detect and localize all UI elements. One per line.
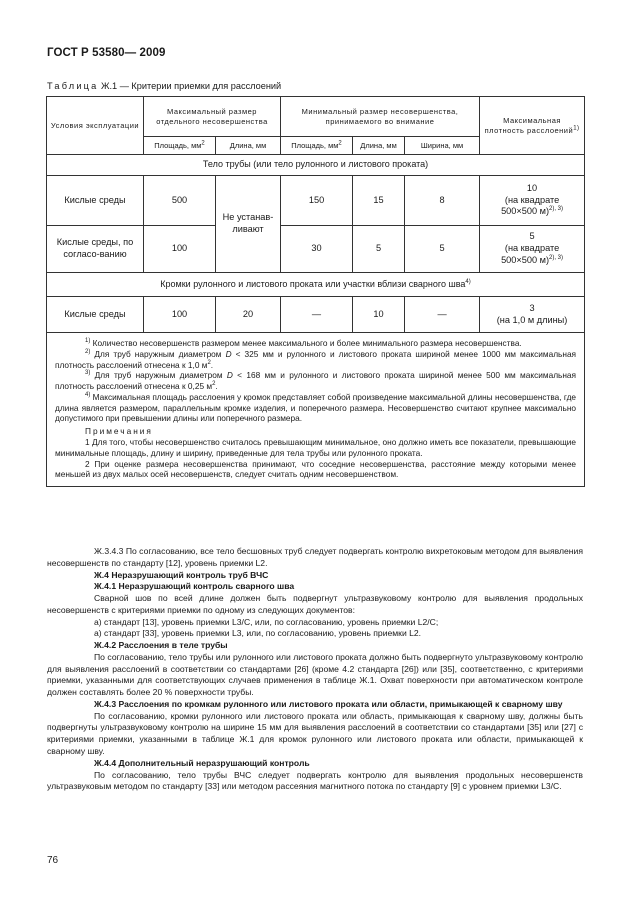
row2-density-area-text: 500×500 м) xyxy=(501,254,550,265)
header-area-min-text: Площадь, мм xyxy=(291,140,339,150)
row1-max-area: 500 xyxy=(144,176,216,226)
header-length-min: Длина, мм xyxy=(353,137,405,155)
footnote-4 xyxy=(55,392,576,424)
header-area-max-text: Площадь, мм xyxy=(154,140,202,150)
row1-min-width: 8 xyxy=(405,176,480,226)
acceptance-criteria-table xyxy=(46,96,585,487)
footnote-4-text: Максимальная площадь расслоения у кромок представляет собой произведение максимальной длины несовершенства, где длина является размером, параллельным кромке изделия, и поперечного размера. Несовершенство считают крупнее максимально допустимого при превышении длины или поперечного размера. xyxy=(55,391,577,424)
footnote-3-text-b: < 168 мм и рулонного и листового проката шириной менее 500 мм максимальная плотность расслоений отнесена к 0,25 м xyxy=(55,370,577,392)
notes-title: Примечания xyxy=(85,426,153,437)
header-area-max-sup: 2 xyxy=(201,140,205,147)
table-caption xyxy=(47,81,281,91)
row1-conditions: Кислые среды xyxy=(47,176,144,226)
section-label-edges-sup: 4) xyxy=(465,278,471,285)
table-caption-word: Таблица xyxy=(47,81,99,91)
row3-min-length: 10 xyxy=(353,297,405,333)
table-caption-text: Ж.1 — Критерии приемки для расслоений xyxy=(98,81,282,91)
footnote-2 xyxy=(55,349,576,371)
footnote-3-text-a: Для труб наружным диаметром xyxy=(90,370,227,381)
footnote-1-text: Количество несовершенств размером менее максимального и более минимального размера несовершенства. xyxy=(90,338,522,348)
rows12-max-length: Не устанав-ливают xyxy=(216,176,281,273)
header-area-min xyxy=(281,137,353,155)
header-max-density xyxy=(480,97,585,155)
header-width-min: Ширина, мм xyxy=(405,137,480,155)
table-header-row xyxy=(47,97,585,137)
row2-min-area: 30 xyxy=(281,226,353,273)
row3-min-area: — xyxy=(281,297,353,333)
row3-density-value: 3 xyxy=(529,302,535,313)
row3-max-density xyxy=(480,297,585,333)
row1-max-density xyxy=(480,176,585,226)
footnotes-row xyxy=(47,333,585,487)
section-row-body xyxy=(47,155,585,176)
row3-max-area: 100 xyxy=(144,297,216,333)
list-item: а) стандарт [33], уровень приемки L3, или, по согласованию, уровень приемки L2. xyxy=(94,628,422,639)
footnote-4-mark: 4) xyxy=(85,392,91,399)
note-2: 2 При оценке размера несовершенства принимают, что соседние несовершенства, расстояние между которыми менее меньшей из двух малых осей несовершенств, следует считать одним несовершенством. xyxy=(55,458,577,480)
footnote-3-d: D xyxy=(226,370,233,381)
row3-conditions: Кислые среды xyxy=(47,297,144,333)
row2-density-basis: (на квадрате xyxy=(504,243,560,254)
footnote-3-unit-sup: 2 xyxy=(212,381,216,388)
subsection-heading: Ж.4.2 Расслоения в теле трубы xyxy=(94,640,228,651)
header-conditions: Условия эксплуатации xyxy=(47,97,144,155)
row2-max-density xyxy=(480,226,585,273)
row2-density-value: 5 xyxy=(529,231,535,242)
subsection-heading: Ж.4.3 Расслоения по кромкам рулонного или листового проката или области, примыкающей к сварному шву xyxy=(94,698,563,709)
row3-min-width: — xyxy=(405,297,480,333)
paragraph: Ж.3.4.3 По согласованию, все тело бесшовных труб следует подвергать контролю вихретоковым методом для выявления несовершенств по стандарту [12], уровень приемки L2. xyxy=(47,546,583,568)
row1-min-area: 150 xyxy=(281,176,353,226)
table-row xyxy=(47,176,585,226)
row2-max-area: 100 xyxy=(144,226,216,273)
row1-density-basis: (на квадрате xyxy=(504,194,560,205)
row2-density-area xyxy=(482,255,582,267)
footnote-2-mark: 2) xyxy=(85,349,91,356)
row3-density-basis: (на 1,0 м длины) xyxy=(496,314,568,325)
footnote-3-end: . xyxy=(215,381,218,392)
row2-min-length: 5 xyxy=(353,226,405,273)
header-area-min-sup: 2 xyxy=(338,140,342,147)
footnote-3 xyxy=(55,370,576,392)
subsection-heading: Ж.4.1 Неразрушающий контроль сварного шва xyxy=(94,581,295,592)
table-row xyxy=(47,226,585,273)
list-item: а) стандарт [13], уровень приемки L3/C, или, по согласованию, уровень приемки L2/C; xyxy=(94,616,439,627)
paragraph: Сварной шов по всей длине должен быть подвергнут ультразвуковому контролю для выявления продольных несовершенств с критериями приемки по одному из следующих документов: xyxy=(47,593,583,615)
note-1: 1 Для того, чтобы несовершенство считалось превышающим минимальное, оно должно иметь все показатели, превышающие минимальные площадь, длину и ширину, приведенные для тела трубы или рулонного проката. xyxy=(55,437,577,458)
body-text xyxy=(47,546,583,793)
header-max-density-sup: 1) xyxy=(573,125,580,131)
footnote-2-unit-sup: 2 xyxy=(207,359,211,366)
header-max-density-text: Максимальная плотность расслоений xyxy=(484,115,574,135)
row2-conditions: Кислые среды, по согласо-ванию xyxy=(47,226,144,273)
row1-density-value: 10 xyxy=(526,182,538,193)
header-area-max xyxy=(144,137,216,155)
row1-density-area xyxy=(482,206,582,218)
section-label-edges xyxy=(47,273,585,297)
row3-max-length: 20 xyxy=(216,297,281,333)
table-row xyxy=(47,297,585,333)
page-number: 76 xyxy=(47,855,59,866)
document-header: ГОСТ Р 53580— 2009 xyxy=(47,47,166,59)
section-label-body: Тело трубы (или тело рулонного и листового проката) xyxy=(47,155,585,176)
footnote-2-end: . xyxy=(210,359,214,370)
row2-density-sup: 2), 3) xyxy=(549,254,564,261)
section-heading: Ж.4 Неразрушающий контроль труб ВЧС xyxy=(94,569,269,580)
header-min-size: Минимальный размер несовершенства, принимаемого во внимание xyxy=(281,97,480,137)
paragraph: По согласованию, кромки рулонного или листового проката или область, примыкающая к сварному шву, должны быть подвергнуты ультразвуковому контролю на ширине 15 мм для выявления расслоений в соответствии со стандартами [35] или [27] с критериями приемки, указанными в таблице Ж.1 для кромок рулонного или листового проката или области, примыкающей к сварному шву. xyxy=(47,710,583,757)
row1-density-sup: 2), 3) xyxy=(549,206,564,213)
footnotes-cell xyxy=(47,333,585,487)
row2-min-width: 5 xyxy=(405,226,480,273)
footnote-1 xyxy=(55,338,576,349)
footnote-2-d: D xyxy=(225,348,232,359)
row1-min-length: 15 xyxy=(353,176,405,226)
footnote-2-text-b: < 325 мм и рулонного и листового проката шириной менее 1000 мм максимальная плотность расслоений отнесена к 1,0 м xyxy=(55,348,577,370)
section-row-edges xyxy=(47,273,585,297)
subsection-heading: Ж.4.4 Дополнительный неразрушающий контроль xyxy=(94,757,310,768)
footnote-1-mark: 1) xyxy=(85,338,91,345)
section-label-edges-text: Кромки рулонного и листового проката или участки вблизи сварного шва xyxy=(160,278,466,289)
header-length-max: Длина, мм xyxy=(216,137,281,155)
footnote-3-mark: 3) xyxy=(85,370,91,377)
paragraph: По согласованию, тело трубы ВЧС следует подвергать контролю для выявления продольных несовершенств ультразвуковым методом по стандарту [33] или методом рассеяния магнитного потока по стандарту [9] с уровнем приемки L3/C. xyxy=(47,769,583,792)
row1-density-area-text: 500×500 м) xyxy=(501,206,550,217)
footnote-2-text-a: Для труб наружным диаметром xyxy=(90,348,226,359)
paragraph: По согласованию, тело трубы или рулонного или листового проката должно быть подвергнуто ультразвуковому контролю для выявления расслоений в соответствии со стандартами [26] (кроме 4.2 стандарта [26]) или [35], соответственно, с критериями приемки, указанными для соответствующих случаев применения в таблице Ж.1. Охват поверхности при автоматическом контроле должен составлять более 20 % поверхности трубы. xyxy=(47,651,583,698)
header-max-size: Максимальный размер отдельного несовершенства xyxy=(144,97,281,137)
